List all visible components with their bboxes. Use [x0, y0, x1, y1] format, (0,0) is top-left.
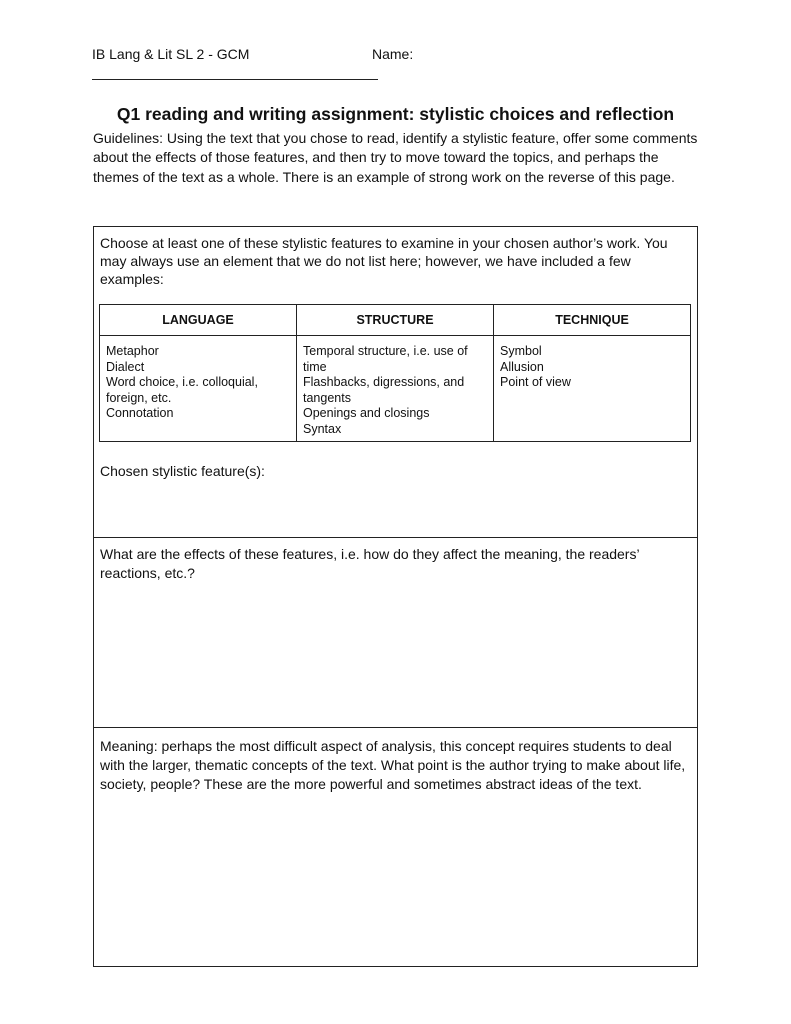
- list-item: Dialect: [106, 359, 145, 374]
- column-header-structure: STRUCTURE: [297, 305, 494, 336]
- features-intro: Choose at least one of these stylistic features to examine in your chosen author’s work. You may always use an element that we do not list here; however, we have included a few examples:: [100, 235, 668, 287]
- list-item: Openings and closings: [303, 406, 430, 420]
- list-item: Syntax: [303, 421, 342, 436]
- name-label: Name:: [372, 46, 414, 62]
- effects-prompt: What are the effects of these features, i.e. how do they affect the meaning, the readers’ reactions, etc.?: [100, 546, 640, 581]
- meaning-prompt: Meaning: perhaps the most difficult aspect of analysis, this concept requires students to deal with the larger, thematic concepts of the text. What point is the author trying to make about life, society, people? These are the more powerful and sometimes abstract ideas of the text.: [100, 738, 686, 792]
- language-cell: [100, 336, 297, 442]
- list-item: Point of view: [500, 375, 571, 389]
- structure-cell: [297, 336, 494, 442]
- guidelines-text: Guidelines: Using the text that you chose to read, identify a stylistic feature, offer some comments about the effects of those features, and then try to move toward the topics, and perhaps the themes of the text as a whole. There is an example of strong work on the reverse of this page.: [93, 130, 698, 185]
- section-divider-2: [93, 727, 698, 728]
- list-item: Symbol: [500, 344, 542, 358]
- course-label: IB Lang & Lit SL 2 - GCM: [92, 46, 250, 62]
- list-item: Word choice, i.e. colloquial, foreign, etc.: [106, 375, 258, 405]
- list-item: Metaphor: [106, 344, 159, 358]
- technique-cell: [494, 336, 691, 442]
- name-input-line[interactable]: [92, 79, 378, 80]
- document-title: Q1 reading and writing assignment: stylistic choices and reflection: [116, 104, 675, 124]
- chosen-feature-prompt: Chosen stylistic feature(s):: [100, 463, 265, 479]
- list-item: Flashbacks, digressions, and tangents: [303, 375, 465, 405]
- column-header-technique: TECHNIQUE: [494, 305, 691, 336]
- section-divider-1: [93, 537, 698, 538]
- stylistic-features-table: [99, 304, 691, 442]
- list-item: Allusion: [500, 359, 544, 374]
- list-item: Temporal structure, i.e. use of time: [303, 344, 468, 374]
- list-item: Connotation: [106, 406, 174, 420]
- column-header-language: LANGUAGE: [100, 305, 297, 336]
